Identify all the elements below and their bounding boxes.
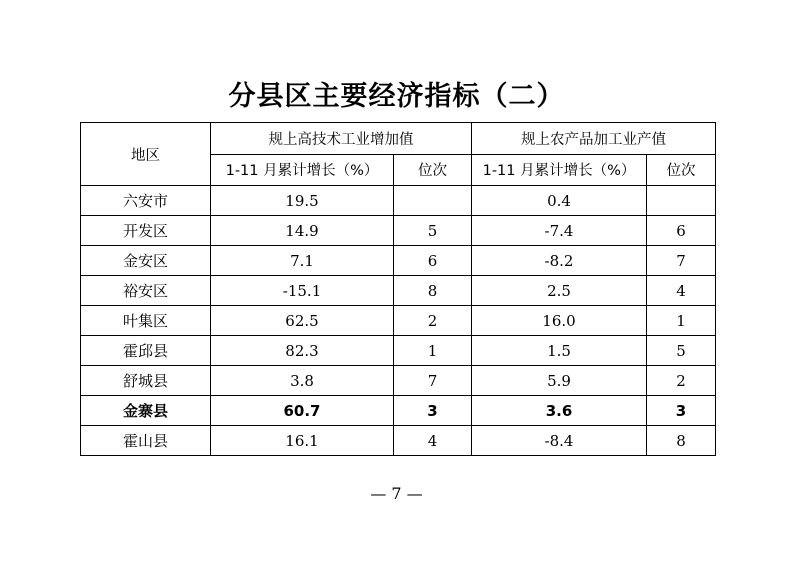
growth-cell-1: 19.5 xyxy=(211,186,394,216)
growth-cell-1: 7.1 xyxy=(211,246,394,276)
region-cell: 金安区 xyxy=(81,246,211,276)
table-row xyxy=(81,366,716,396)
rank-cell-2: 8 xyxy=(647,426,716,456)
rank-cell-2: 2 xyxy=(647,366,716,396)
region-cell: 裕安区 xyxy=(81,276,211,306)
indicator-table xyxy=(80,122,716,456)
region-cell: 叶集区 xyxy=(81,306,211,336)
table-row xyxy=(81,426,716,456)
rank-cell-1: 7 xyxy=(394,366,472,396)
region-cell: 金寨县 xyxy=(81,396,211,426)
region-cell: 霍山县 xyxy=(81,426,211,456)
region-cell: 开发区 xyxy=(81,216,211,246)
growth-cell-1: 3.8 xyxy=(211,366,394,396)
growth-cell-2: -7.4 xyxy=(472,216,647,246)
growth-cell-2: 1.5 xyxy=(472,336,647,366)
page-number: — 7 — xyxy=(370,484,423,503)
page-title: 分县区主要经济指标（二） xyxy=(228,81,565,112)
rank-cell-2: 3 xyxy=(647,396,716,426)
growth-header-2: 1-11 月累计增长（%） xyxy=(472,154,647,186)
growth-cell-1: 60.7 xyxy=(211,396,394,426)
rank-header-2: 位次 xyxy=(647,154,716,186)
rank-cell-1: 8 xyxy=(394,276,472,306)
table-row xyxy=(81,216,716,246)
region-header: 地区 xyxy=(81,123,211,186)
growth-cell-2: -8.2 xyxy=(472,246,647,276)
table-row xyxy=(81,186,716,216)
rank-cell-1: 4 xyxy=(394,426,472,456)
table-row-highlighted xyxy=(81,396,716,426)
growth-cell-2: 5.9 xyxy=(472,366,647,396)
rank-header-1: 位次 xyxy=(394,154,472,186)
rank-cell-2: 6 xyxy=(647,216,716,246)
group-header-agri-processing: 规上农产品加工业产值 xyxy=(472,123,716,155)
growth-cell-2: 16.0 xyxy=(472,306,647,336)
growth-cell-2: -8.4 xyxy=(472,426,647,456)
rank-cell-2: 4 xyxy=(647,276,716,306)
rank-cell-1: 6 xyxy=(394,246,472,276)
region-cell: 六安市 xyxy=(81,186,211,216)
rank-cell-2: 7 xyxy=(647,246,716,276)
table-row xyxy=(81,306,716,336)
growth-cell-2: 2.5 xyxy=(472,276,647,306)
rank-cell-2: 5 xyxy=(647,336,716,366)
table-row xyxy=(81,276,716,306)
growth-cell-1: 16.1 xyxy=(211,426,394,456)
growth-cell-2: 0.4 xyxy=(472,186,647,216)
growth-cell-1: 82.3 xyxy=(211,336,394,366)
growth-cell-1: 14.9 xyxy=(211,216,394,246)
rank-cell-2: 1 xyxy=(647,306,716,336)
table-row xyxy=(81,246,716,276)
growth-cell-1: 62.5 xyxy=(211,306,394,336)
rank-cell-1 xyxy=(394,186,472,216)
group-header-high-tech: 规上高技术工业增加值 xyxy=(211,123,472,155)
rank-cell-2 xyxy=(647,186,716,216)
rank-cell-1: 5 xyxy=(394,216,472,246)
region-cell: 霍邱县 xyxy=(81,336,211,366)
table-row xyxy=(81,336,716,366)
growth-header-1: 1-11 月累计增长（%） xyxy=(211,154,394,186)
rank-cell-1: 1 xyxy=(394,336,472,366)
region-cell: 舒城县 xyxy=(81,366,211,396)
rank-cell-1: 3 xyxy=(394,396,472,426)
growth-cell-1: -15.1 xyxy=(211,276,394,306)
growth-cell-2: 3.6 xyxy=(472,396,647,426)
rank-cell-1: 2 xyxy=(394,306,472,336)
